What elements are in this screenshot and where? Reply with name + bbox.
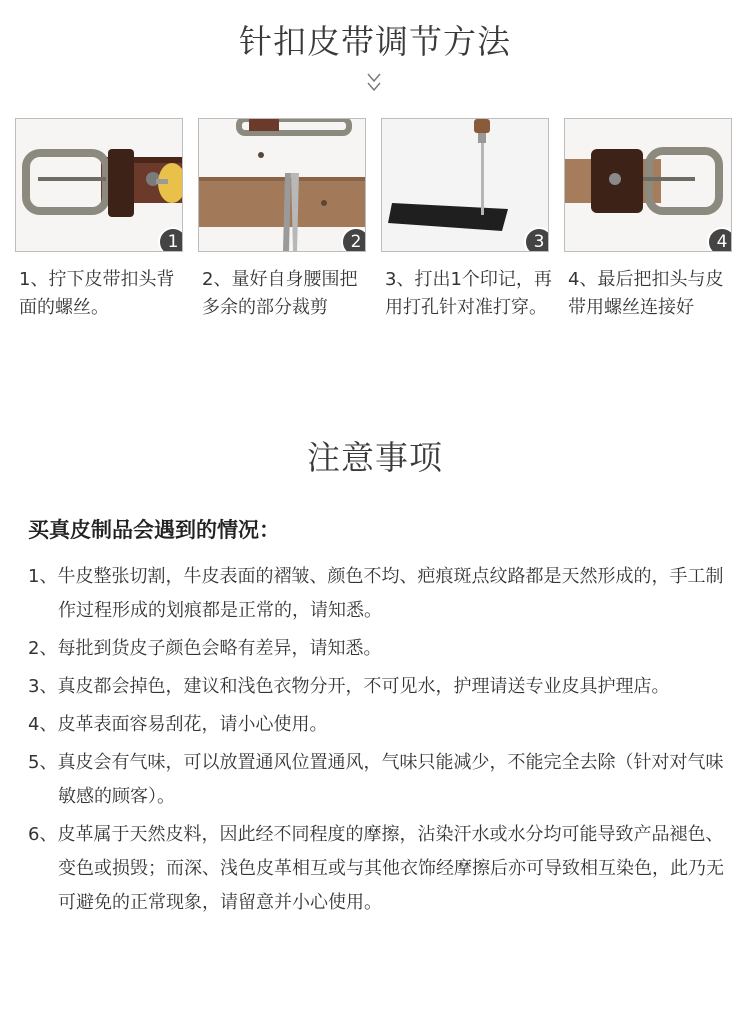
belt-punching-image [382, 119, 548, 251]
step-4-text: 4、最后把扣头与皮带用螺丝连接好 [568, 269, 724, 318]
notes-title: 注意事项 [307, 438, 443, 477]
page-title: 针扣皮带调节方法 [239, 22, 511, 61]
step-1 [15, 118, 183, 322]
list-item: 3、真皮都会掉色，建议和浅色衣物分开，不可见水，护理请送专业皮具护理店。 [28, 676, 670, 697]
step-number-badge: 4 [707, 227, 732, 252]
step-4 [564, 118, 732, 322]
list-item: 5、真皮会有气味，可以放置通风位置通风，气味只能减少，不能完全去除（针对对气味敏感的顾客）。 [28, 752, 724, 807]
list-item: 6、皮革属于天然皮料，因此经不同程度的摩擦，沾染汗水或水分均可能导致产品褪色、变色或损毁；而深、浅色皮革相互或与其他衣饰经摩擦后亦可导致相互染色，此乃无可避免的正常现象，请留意并小心使用。 [28, 824, 724, 913]
step-number-badge: 1 [158, 227, 183, 252]
step-1-photo [15, 118, 183, 252]
buckle-unscrew-image [16, 119, 182, 251]
step-2-text: 2、量好自身腰围把多余的部分裁剪 [202, 269, 358, 318]
step-2 [198, 118, 366, 322]
list-item: 4、皮革表面容易刮花，请小心使用。 [28, 714, 328, 735]
list-item: 2、每批到货皮子颜色会略有差异，请知悉。 [28, 638, 382, 659]
belt-cutting-image [199, 119, 365, 251]
step-3 [381, 118, 552, 322]
double-chevron-down-icon [364, 70, 384, 96]
step-3-text: 3、打出1个印记，再用打孔针对准打穿。 [385, 269, 552, 318]
notes-list [28, 560, 728, 924]
step-2-photo [198, 118, 366, 252]
step-3-photo [381, 118, 549, 252]
step-1-text: 1、拧下皮带扣头背面的螺丝。 [19, 269, 175, 318]
steps-row [15, 118, 735, 358]
step-number-badge: 2 [341, 227, 366, 252]
step-number-badge: 3 [524, 227, 549, 252]
step-4-photo [564, 118, 732, 252]
notes-heading: 买真皮制品会遇到的情况： [28, 518, 280, 542]
buckle-attached-image [565, 119, 731, 251]
list-item: 1、牛皮整张切割，牛皮表面的褶皱、颜色不均、疤痕斑点纹路都是天然形成的，手工制作过程形成的划痕都是正常的，请知悉。 [28, 566, 724, 621]
